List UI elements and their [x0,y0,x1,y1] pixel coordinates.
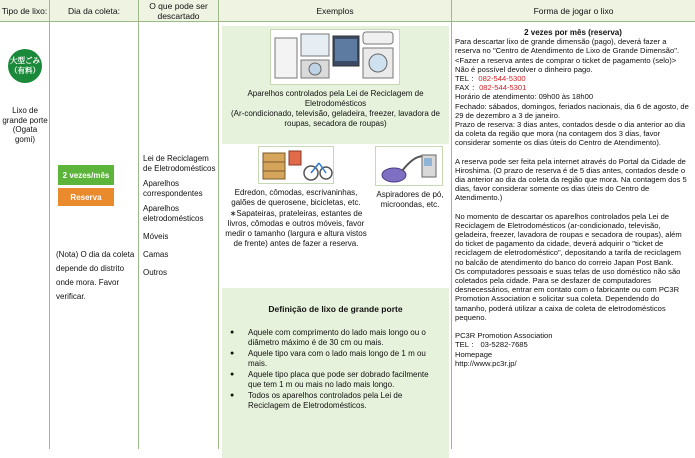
definition-list [222,328,442,412]
furniture-caption: Edredon, cômodas, escrivaninhas, galões de querosene, bicicletas, etc. [231,188,361,207]
appliances-caption: Aparelhos controlados pela Lei de Reciclagem de Eletrodomésticos [247,89,424,108]
what-item-5: Camas [143,250,169,259]
tel-label: TEL ： [455,74,479,84]
recycle-text: No momento de descartar os aparelhos controlados pela Lei de Reciclagem de Eletrodomésticos (ar-condicionado, televisão, geladeira, freezer, lavadora de roupas e secadora de roupas), além do ticket de pagamento da cidade, deverá adquirir o "ticket de reciclagem de eletrodoméstico", depositando a tarifa de reciclagem no balcão de atendimento do banco do correio Japan Post Bank. [455,211,682,267]
appliances-icon [271,30,399,84]
appliances-illustration [270,29,400,85]
vacuum-illustration [375,146,443,186]
vacuum-caption: Aspiradores de pó, microondas, etc. [376,190,444,209]
furniture-icon [259,147,333,183]
day-note: (Nota) O dia da coleta depende do distrito onde mora. Favor verificar. [56,250,135,301]
tel-number: 082-544-5300 [478,74,526,84]
badge-line2: （有料） [10,66,40,75]
what-item-2: Aparelhos correspondentes [143,179,203,198]
fax-line [455,83,691,92]
hours-text: Horário de atendimento: 09h00 às 18h00 [455,92,594,102]
header-what: O que pode ser descartado [139,0,219,22]
assoc-tel: TEL ： 03-5282-7685 [455,340,528,350]
what-item-4: Móveis [143,232,169,241]
internet-text: A reserva pode ser feita pela internet através do Portal da Cidade de Hiroshima. (O prazo de reserva é de 5 dias antes, contados desde o dia anterior ao dia da coleta da região que mora. Na contagem dos 5 dias, favor considerar somente os dias úteis do Centro de Atendimento.) [455,156,687,203]
closed-text: Fechado: sábados, domingos, feriados nacionais, dia 6 de agosto, de 29 de dezembro a 3 de janeiro. [455,101,689,120]
large-garbage-badge-icon [8,49,42,83]
assoc-homepage-label: Homepage [455,349,493,359]
furniture-note: ∗Sapateiras, prateleiras, estantes de livros, cômodas e outros móveis, favor medir o tamanho (largura e altura vistos de frente) antes de fazer a reserva. [225,209,367,248]
type-label: Lixo de grande porte [2,106,48,125]
header-day: Dia da coleta: [50,0,139,22]
type-column [0,22,50,449]
header-type: Tipo de lixo: [0,0,50,22]
method-reservation-text: Para descartar lixo de grande dimensão (pago), deverá fazer a reserva no "Centro de Atendimento de Lixo de Grande Dimensão". <Fazer a reserva antes de comprar o ticket de pagamento (selo)> Não é possível devolver o dinheiro pago. [455,37,680,74]
pc-text: Os computadores pessoais e suas telas de uso doméstico não são coletados pela cidade. Para se desfazer de computadores desnecessários, entrar em contato com o fabricante ou com PC3R Promotion Association e solicitar sua coleta. Dependendo do tamanho, poderá utilizar a caixa de coleta de eletrodomésticos pequeno. [455,266,681,322]
definition-item-2: ● Aquele tipo vara com o lado mais longo de 1 m ou mais. [222,349,442,369]
assoc-name: PC3R Promotion Association [455,331,553,341]
frequency-badge: 2 vezes/mês [58,165,114,185]
method-column [452,22,695,449]
furniture-panel [222,146,370,286]
definition-item-4: ● Todos os aparelhos controlados pela Lei de Reciclagem de Eletrodomésticos. [222,391,442,411]
appliances-panel [222,26,449,144]
header-method: Forma de jogar o lixo [452,0,695,22]
vacuum-panel [371,146,449,256]
definition-title: Definição de lixo de grande porte [268,304,403,314]
appliances-list: (Ar-condicionado, televisão, geladeira, freezer, lavadora de roupas, secadora de roupas) [230,109,440,128]
definition-item-3: ● Aquele tipo placa que pode ser dobrado facilmente que tem 1 m ou mais no lado mais longo. [222,370,442,390]
what-item-6: Outros [143,268,168,277]
what-item-3: Aparelhos eletrodomésticos [143,204,204,223]
tel-line [455,74,691,83]
examples-column [219,22,452,449]
definition-item-1: ● Aquele com comprimento do lado mais longo ou o diâmetro máximo é de 30 cm ou mais. [222,328,442,348]
header-examples: Exemplos [219,0,452,22]
assoc-url-link[interactable]: http://www.pc3r.jp/ [455,358,517,368]
method-title: 2 vezes por mês (reserva) [524,28,622,37]
badge-line1: 大型ごみ [10,56,40,65]
what-item-1: Lei de Reciclagem de Eletrodomésticos [143,154,216,173]
fax-label: FAX ： [455,83,480,93]
day-column [50,22,139,449]
furniture-illustration [258,146,334,184]
type-label-jp: (Ogata gomi) [12,125,38,144]
what-column [139,22,219,449]
fax-number: 082-544-5301 [479,83,527,93]
reservation-badge: Reserva [58,188,114,206]
deadline-text: Prazo de reserva: 3 dias antes, contados desde o dia anterior ao dia da coleta da região que mora (na contagem dos 3 dias, favor considerar somente os dias úteis do Centro de Atendimento). [455,120,686,148]
vacuum-cleaner-icon [376,147,442,185]
definition-panel [222,288,449,458]
